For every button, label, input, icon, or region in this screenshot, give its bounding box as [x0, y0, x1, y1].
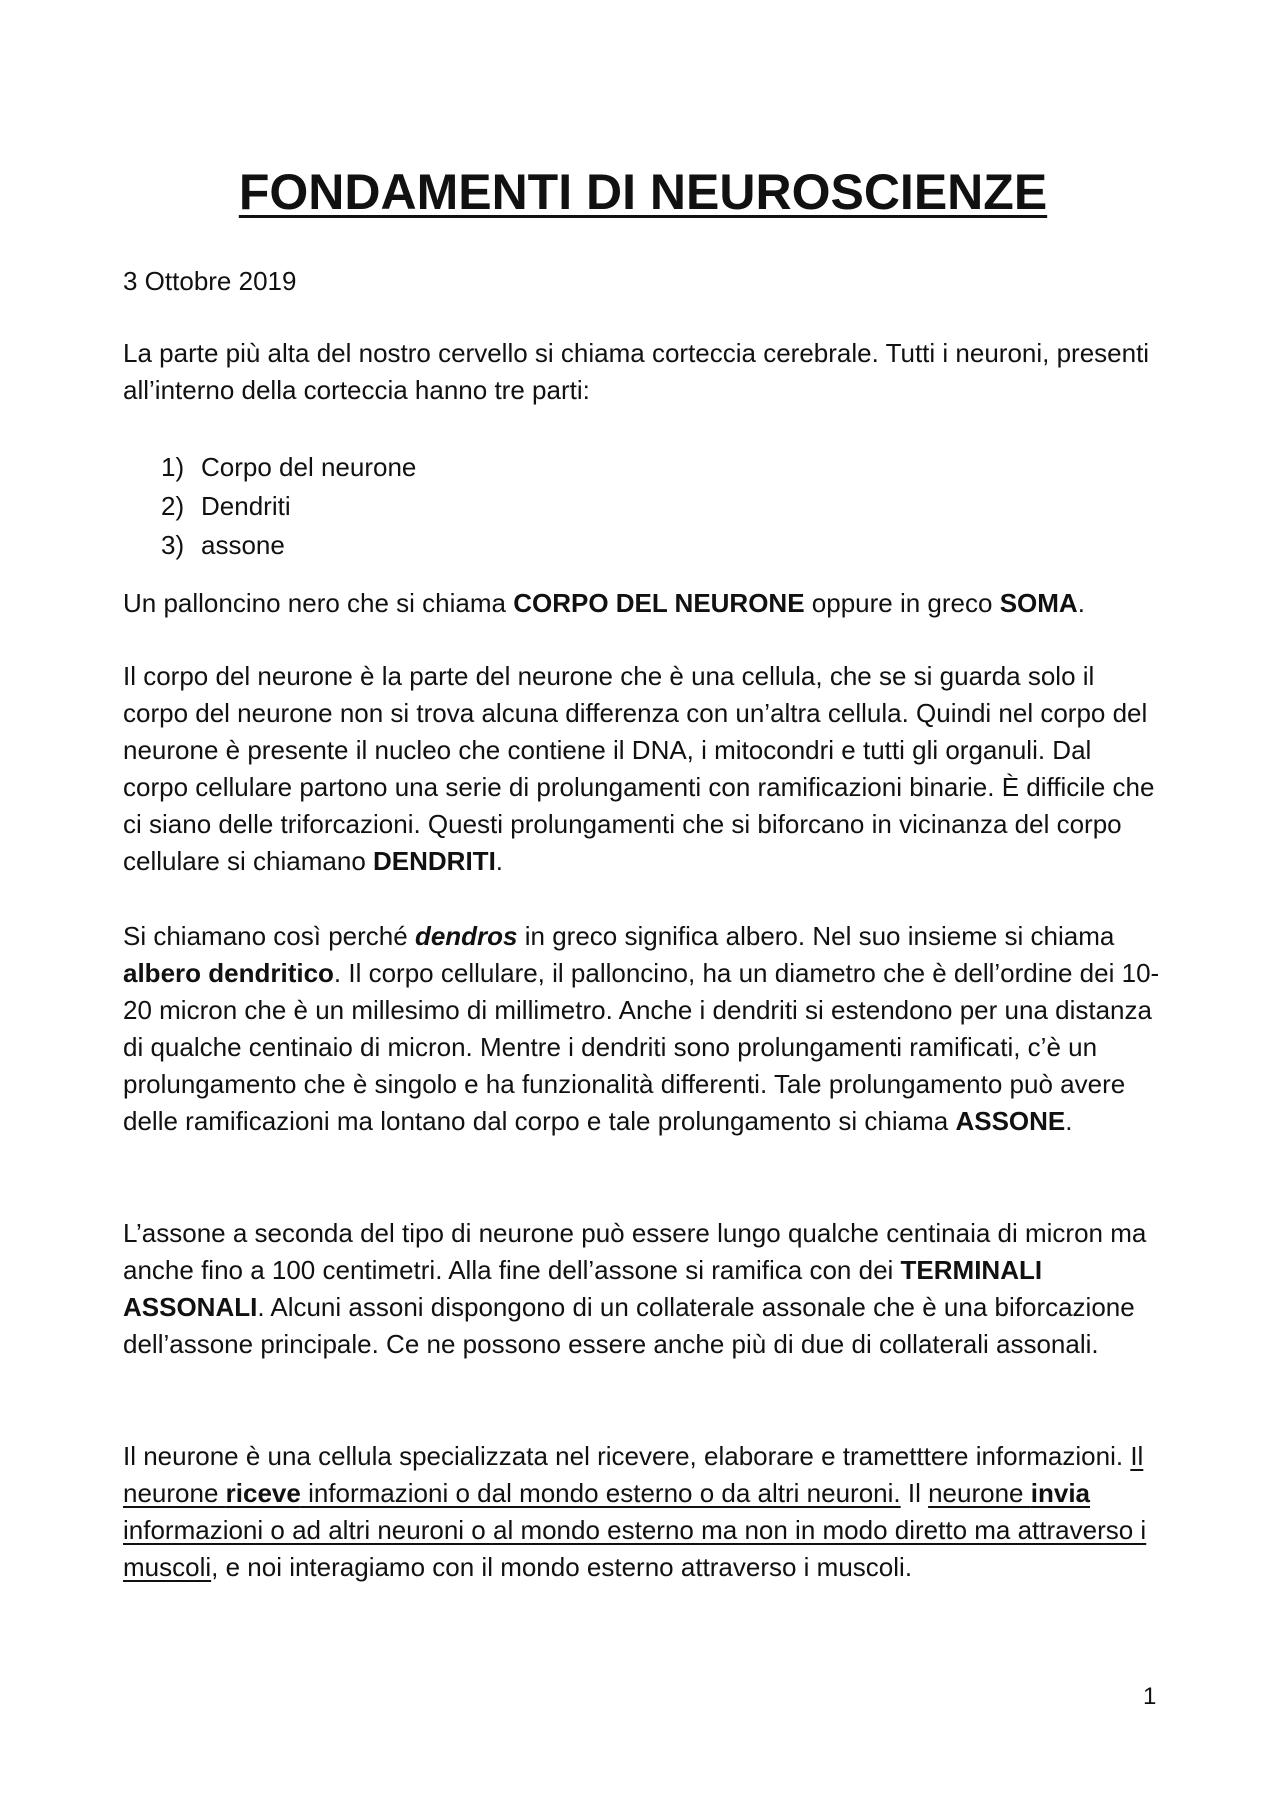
paragraph-soma	[123, 585, 1163, 622]
text-run: , e noi interagiamo con il mondo esterno attraverso i muscoli.	[211, 1552, 913, 1582]
list-item-label: Corpo del neurone	[201, 452, 417, 482]
text-run: Il neurone è una cellula specializzata nel ricevere, elaborare e trametttere informazioni.	[123, 1441, 1131, 1471]
text-run: L’assone a seconda del tipo di neurone può essere lungo qualche centinaia di micron ma anche fino a 100 centimetri. Alla fine dell’assone si ramifica con dei	[123, 1218, 1147, 1285]
text-run: Il	[900, 1478, 929, 1508]
text-run: neurone	[928, 1478, 1031, 1508]
text-run: in greco significa albero. Nel suo insieme si chiama	[517, 921, 1115, 951]
bold-term-dendriti: DENDRITI	[373, 846, 496, 876]
paragraph-terminali	[123, 1215, 1163, 1363]
text-run: informazioni o dal mondo esterno o da altri neuroni.	[300, 1478, 901, 1508]
page-number: 1	[1143, 1683, 1157, 1710]
paragraph-funzione	[123, 1438, 1163, 1586]
paragraph-assone	[123, 918, 1163, 1140]
list-item-label: Dendriti	[201, 491, 291, 521]
text-run: .	[1065, 1106, 1073, 1136]
text-run: informazioni o ad altri neuroni o al mondo esterno ma non in modo diretto ma attraverso i muscoli	[123, 1515, 1147, 1582]
text-run: .	[1077, 588, 1085, 618]
text-run: . Alcuni assoni dispongono di un collaterale assonale che è una biforcazione dell’assone principale. Ce ne possono essere anche più di due di collaterali assonali.	[123, 1292, 1135, 1359]
neuron-parts-list	[161, 448, 416, 565]
text-run: Un palloncino nero che si chiama	[123, 588, 514, 618]
text-run: Il corpo del neurone è la parte del neurone che è una cellula, che se si guarda solo il corpo del neurone non si trova alcuna differenza con un’altra cellula. Quindi nel corpo del neurone è presente il nucleo che contiene il DNA, i mitocondri e tutti gli organuli. Dal corpo cellulare partono una serie di prolungamenti con ramificazioni binarie. È difficile che ci siano delle triforcazioni. Questi prolungamenti che si biforcano in vicinanza del corpo cellulare si chiamano	[123, 661, 1155, 876]
text-run: Il neurone	[123, 1441, 1144, 1508]
text-run: .	[495, 846, 504, 876]
bold-term-albero-dendritico: albero dendritico	[123, 958, 334, 988]
list-item-number: 1)	[161, 452, 185, 482]
list-item-number: 3)	[161, 530, 185, 560]
bold-term-terminali-assonali: TERMINALI ASSONALI	[123, 1255, 1043, 1322]
bold-term-corpo-del-neurone: CORPO DEL NEURONE	[513, 588, 805, 618]
list-item-label: assone	[201, 530, 285, 560]
list-item	[161, 448, 416, 487]
page-title: FONDAMENTI DI NEUROSCIENZE	[238, 164, 1048, 220]
text-run: . Il corpo cellulare, il palloncino, ha un diametro che è dell’ordine dei 10-20 micron che è un millesimo di millimetro. Anche i dendriti si estendono per una distanza di qualche centinaio di micron. Mentre i dendriti sono prolungamenti ramificati, c’è un prolungamento che è singolo e ha funzionalità differenti. Tale prolungamento può avere delle ramificazioni ma lontano dal corpo e tale prolungamento si chiama	[123, 958, 1160, 1136]
text-run: oppure in greco	[804, 588, 1000, 618]
bold-term-assone: ASSONE	[955, 1106, 1066, 1136]
bold-term-invia: invia	[1030, 1478, 1090, 1508]
bold-italic-term-dendros: dendros	[414, 921, 518, 951]
list-item	[161, 487, 416, 526]
list-item-number: 2)	[161, 491, 185, 521]
paragraph-dendriti	[123, 658, 1163, 880]
bold-term-soma: SOMA	[999, 588, 1078, 618]
bold-term-riceve: riceve	[225, 1478, 301, 1508]
list-item	[161, 526, 416, 565]
lecture-date: 3 Ottobre 2019	[123, 266, 297, 296]
paragraph-intro: La parte più alta del nostro cervello si chiama corteccia cerebrale. Tutti i neuroni, presenti all’interno della corteccia hanno tre parti:	[123, 338, 1150, 405]
text-run: Si chiamano così perché	[123, 921, 415, 951]
